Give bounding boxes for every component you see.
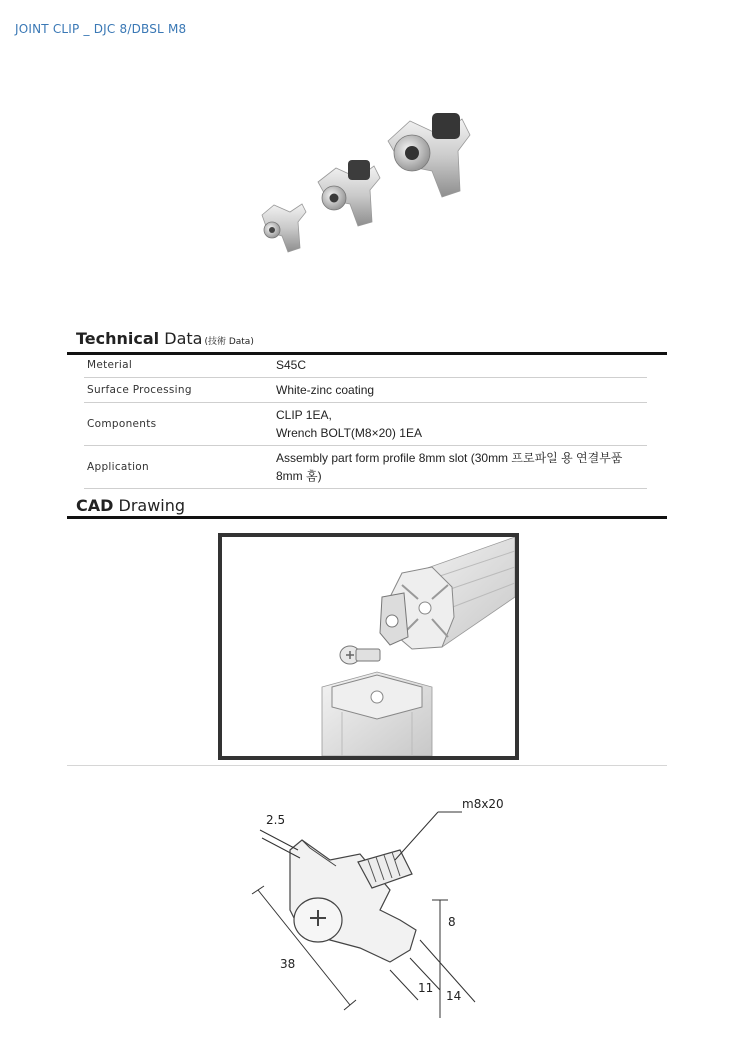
spec-value: S45C <box>273 353 647 378</box>
spec-label: Meterial <box>84 353 273 378</box>
breadcrumb: JOINT CLIP _ DJC 8/DBSL M8 <box>15 22 187 36</box>
product-photo <box>240 105 500 275</box>
spec-row-surface <box>84 378 647 403</box>
dim-bolt-label: m8x20 <box>462 797 504 811</box>
clip-small <box>262 204 306 252</box>
spec-label: Components <box>84 403 273 446</box>
spec-value: Assembly part form profile 8mm slot (30mm 프로파일 용 연결부품 8mm 홈) <box>273 446 647 489</box>
section-divider <box>67 765 667 766</box>
cad-drawing-heading: CAD Drawing <box>67 497 667 519</box>
spec-row-application <box>84 446 647 489</box>
cad-assembly-illustration <box>218 533 519 760</box>
spec-label: Surface Processing <box>84 378 273 403</box>
dim-height-label: 8 <box>448 915 456 929</box>
technical-data-table <box>84 353 647 489</box>
dim-depth-label: 11 <box>418 981 434 995</box>
spec-label: Application <box>84 446 273 489</box>
dim-thickness-label: 2.5 <box>266 813 286 827</box>
technical-data-heading: Technical Data (技術 Data) <box>67 330 667 355</box>
spec-value: White-zinc coating <box>273 378 647 403</box>
spec-value: CLIP 1EA, Wrench BOLT(M8×20) 1EA <box>273 403 647 446</box>
dimension-drawing <box>240 790 520 1030</box>
dim-length-label: 38 <box>280 957 296 971</box>
spec-row-material <box>84 353 647 378</box>
clip-medium <box>318 160 380 226</box>
dim-width-label: 14 <box>446 989 462 1003</box>
spec-row-components <box>84 403 647 446</box>
clip-large <box>388 113 470 197</box>
